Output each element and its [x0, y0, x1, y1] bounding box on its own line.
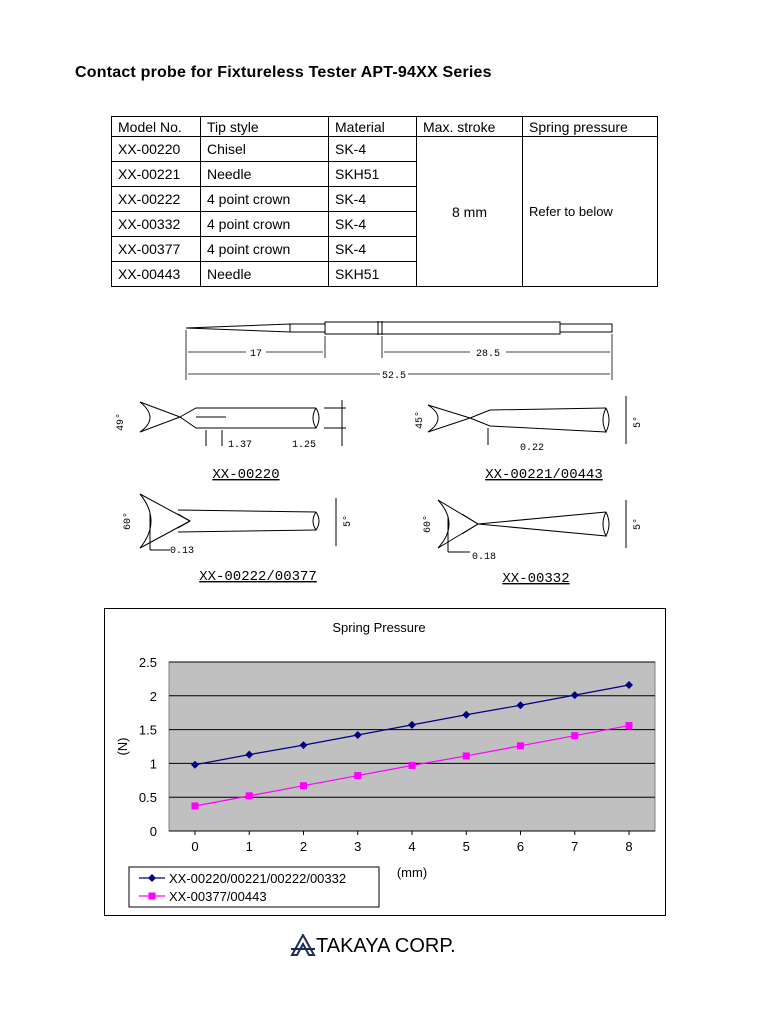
cell-tip: 4 point crown [201, 187, 329, 212]
y-tick-label: 1.5 [138, 722, 157, 738]
tip-label: XX-00222/00377 [199, 569, 317, 585]
x-tick-label: 1 [245, 839, 253, 854]
tip-angle: 45° [415, 410, 426, 430]
cell-material: SK-4 [329, 237, 417, 262]
cell-material: SKH51 [329, 162, 417, 187]
col-header-tip: Tip style [201, 117, 329, 137]
y-tick-label: 1 [149, 756, 157, 772]
data-point [246, 792, 253, 799]
data-point [571, 732, 578, 739]
cell-model: XX-00221 [112, 162, 201, 187]
y-tick-label: 2 [149, 688, 157, 704]
company-logo [290, 934, 456, 958]
tip-label: XX-00221/00443 [485, 467, 603, 483]
tip-angle: 60° [423, 514, 434, 534]
chart-svg [105, 609, 665, 915]
company-name: TAKAYA CORP. [316, 934, 456, 957]
cell-material: SKH51 [329, 262, 417, 287]
spring-pressure-chart [104, 608, 666, 916]
data-point [300, 782, 307, 789]
cell-tip: Chisel [201, 137, 329, 162]
cell-material: SK-4 [329, 137, 417, 162]
chart-title: Spring Pressure [332, 620, 426, 635]
data-point [463, 752, 470, 759]
table-row [112, 137, 658, 162]
tip-drawing-00222 [140, 494, 336, 550]
legend-label: XX-00377/00443 [169, 889, 267, 904]
y-tick-label: 0.5 [138, 790, 157, 806]
cell-model: XX-00377 [112, 237, 201, 262]
tip-side-angle: 5° [633, 517, 644, 531]
data-point [517, 742, 524, 749]
col-header-model: Model No. [112, 117, 201, 137]
takaya-logo-icon [290, 934, 316, 958]
cell-model: XX-00332 [112, 212, 201, 237]
data-point [192, 802, 199, 809]
tip-dim: 1.25 [292, 440, 317, 451]
tip-side-angle: 5° [633, 415, 644, 429]
dim-total: 52.5 [381, 371, 407, 382]
tip-dim: 0.18 [472, 552, 497, 563]
dim-right: 28.5 [475, 349, 501, 360]
tip-label: XX-00220 [212, 467, 280, 483]
y-tick-label: 0 [149, 824, 157, 839]
col-header-stroke: Max. stroke [417, 117, 523, 137]
tip-drawing-00221 [428, 396, 626, 445]
cell-tip: Needle [201, 162, 329, 187]
tip-dim: 0.22 [520, 443, 545, 454]
cell-model: XX-00220 [112, 137, 201, 162]
cell-tip: Needle [201, 262, 329, 287]
plot-area [169, 662, 655, 831]
tip-angle: 49° [116, 412, 127, 432]
legend-marker [149, 893, 156, 900]
x-tick-label: 0 [191, 839, 199, 854]
x-tick-label: 8 [625, 839, 633, 854]
probe-drawings [0, 300, 768, 600]
tip-label: XX-00332 [502, 571, 570, 587]
document-title: Contact probe for Fixtureless Tester APT-94XX Series [75, 64, 492, 81]
x-tick-label: 6 [516, 839, 525, 854]
cell-model: XX-00443 [112, 262, 201, 287]
tip-angle: 60° [123, 511, 134, 531]
legend-label: XX-00220/00221/00222/00332 [169, 871, 347, 886]
x-axis-label: (mm) [396, 865, 428, 880]
tip-drawing-00332 [438, 500, 626, 552]
cell-model: XX-00222 [112, 187, 201, 212]
cell-material: SK-4 [329, 187, 417, 212]
tip-dim: 0.13 [170, 546, 195, 557]
data-point [409, 762, 416, 769]
spec-table [111, 116, 658, 287]
dim-left: 17 [249, 349, 263, 360]
data-point [354, 772, 361, 779]
x-tick-label: 4 [408, 839, 416, 854]
x-tick-label: 3 [354, 839, 362, 854]
cell-tip: 4 point crown [201, 212, 329, 237]
x-tick-label: 2 [299, 839, 308, 854]
data-point [626, 722, 633, 729]
y-axis-label: (N) [115, 737, 130, 756]
col-header-pressure: Spring pressure [523, 117, 658, 137]
cell-material: SK-4 [329, 212, 417, 237]
x-tick-label: 7 [571, 839, 579, 854]
y-tick-label: 2.5 [138, 655, 157, 670]
cell-tip: 4 point crown [201, 237, 329, 262]
tip-dim: 1.37 [228, 440, 253, 451]
col-header-material: Material [329, 117, 417, 137]
table-header-row [112, 117, 658, 137]
cell-spring-pressure: Refer to below [523, 137, 658, 287]
tip-side-angle: 5° [343, 514, 354, 528]
cell-max-stroke: 8 mm [417, 137, 523, 287]
x-tick-label: 5 [462, 839, 470, 854]
